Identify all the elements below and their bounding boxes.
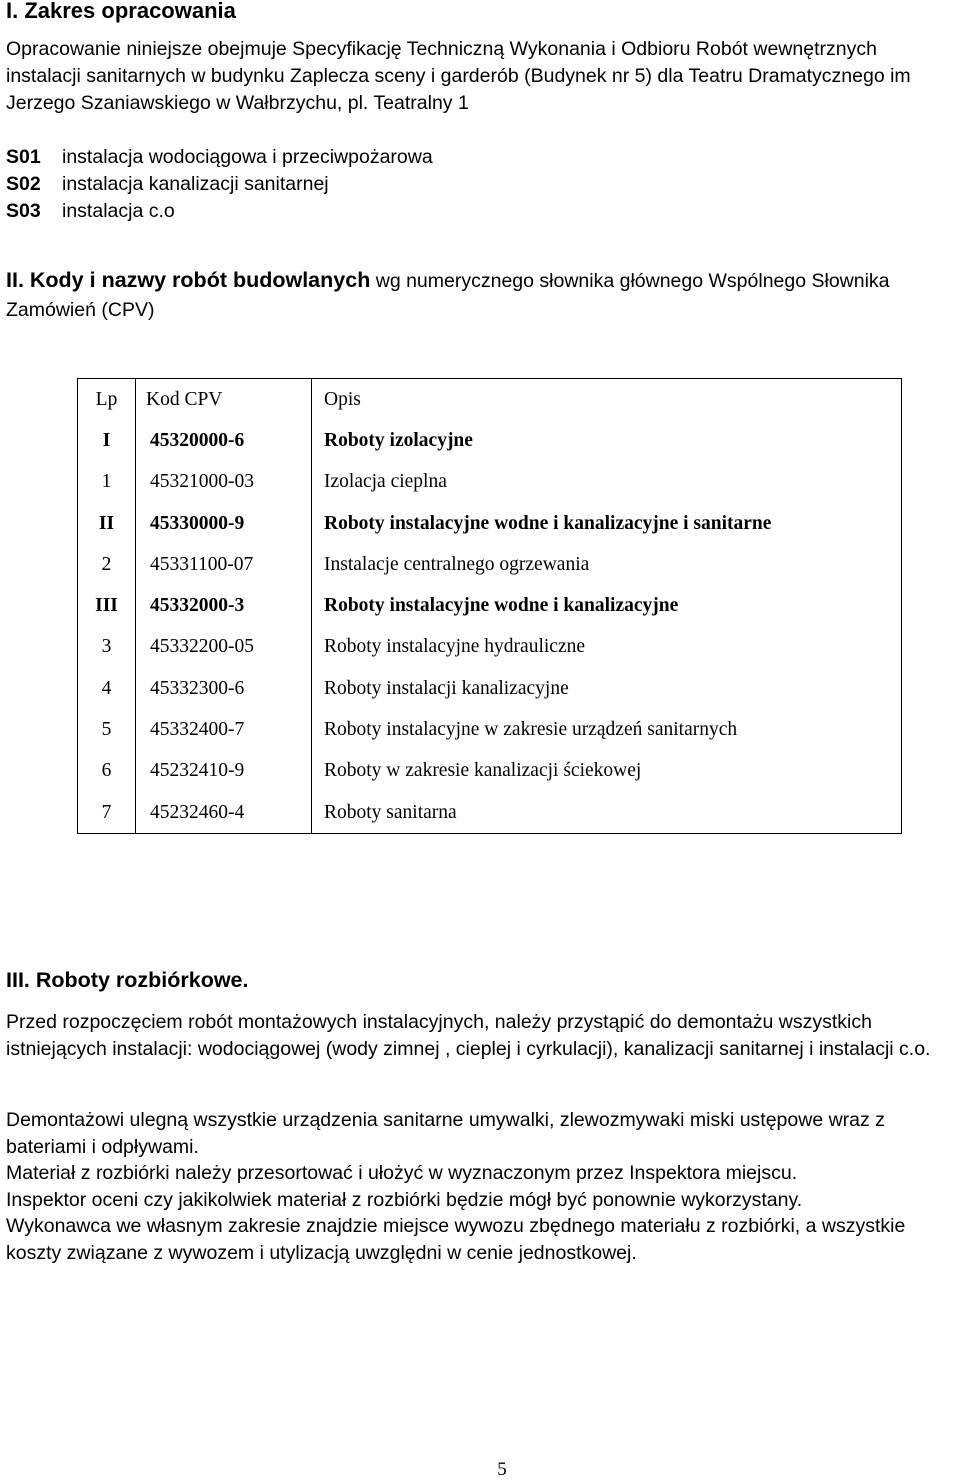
installation-text: instalacja kanalizacji sanitarnej	[62, 173, 329, 195]
table-row	[78, 751, 902, 792]
table-row	[78, 503, 902, 544]
installation-text: instalacja c.o	[62, 200, 175, 222]
cell-cpv-code: 45330000-9	[136, 503, 312, 544]
cell-lp: 4	[78, 668, 136, 709]
table-header-row	[78, 379, 902, 421]
table-row	[78, 709, 902, 750]
demolition-line: Wykonawca we własnym zakresie znajdzie miejsce wywozu zbędnego materiału z rozbiórki, a wszystkie koszty związane z wywozem i utylizacją uwzględni w cenie jednostkowej.	[6, 1215, 906, 1264]
demolition-line: Demontażowi ulegną wszystkie urządzenia sanitarne umywalki, zlewozmywaki miski ustępowe wraz z bateriami i odpływami.	[6, 1109, 885, 1158]
section-2-heading	[6, 266, 954, 325]
demolition-line: Materiał z rozbiórki należy przesortować i ułożyć w wyznaczonym przez Inspektora miejscu.	[6, 1162, 798, 1184]
table-row	[78, 420, 902, 461]
demolition-details	[6, 1107, 954, 1266]
cell-description: Roboty instalacyjne wodne i kanalizacyjne	[324, 595, 679, 617]
cell-description: Roboty sanitarna	[324, 801, 457, 823]
table-row	[78, 462, 902, 503]
cell-cpv-code: 45320000-6	[136, 420, 312, 461]
cell-lp: III	[78, 585, 136, 626]
installation-code: S03	[6, 200, 41, 222]
cell-lp: I	[78, 420, 136, 461]
cell-description: Roboty instalacyjne w zakresie urządzeń sanitarnych	[324, 719, 738, 741]
cell-cpv-code: 45332400-7	[136, 709, 312, 750]
installation-code: S01	[6, 146, 41, 168]
cell-cpv-code: 45331100-07	[136, 544, 312, 585]
cell-lp: 7	[78, 792, 136, 834]
demolition-paragraph: Przed rozpoczęciem robót montażowych instalacyjnych, należy przystąpić do demontażu wszystkich istniejących instalacji: wodociągowej (wody zimnej , cieplej i cyrkulacji), kanalizacji sanitarnej i instalacji c.o.	[6, 1011, 931, 1060]
cell-cpv-code: 45232460-4	[136, 792, 312, 834]
table-row	[78, 544, 902, 585]
cell-cpv-code: 45232410-9	[136, 751, 312, 792]
cell-cpv-code: 45321000-03	[136, 462, 312, 503]
cell-lp: 3	[78, 627, 136, 668]
cell-cpv-code: 45332200-05	[136, 627, 312, 668]
page-number: 5	[497, 1459, 507, 1480]
installation-item	[6, 171, 433, 198]
cell-description: Roboty instalacyjne wodne i kanalizacyjne i sanitarne	[324, 512, 772, 534]
installation-item	[6, 198, 433, 225]
cell-description: Roboty instalacji kanalizacyjne	[324, 677, 569, 699]
table-row	[78, 668, 902, 709]
column-header-lp: Lp	[78, 379, 136, 421]
cell-lp: 2	[78, 544, 136, 585]
cell-lp: 5	[78, 709, 136, 750]
column-header-code: Kod CPV	[136, 379, 312, 421]
installation-code: S02	[6, 173, 41, 195]
section-2-title: II. Kody i nazwy robót budowlanych	[6, 268, 371, 292]
section-1-title: I. Zakres opracowania	[6, 0, 236, 23]
demolition-line: Inspektor oceni czy jakikolwiek materiał z rozbiórki będzie mógł być ponownie wykorzystany.	[6, 1188, 803, 1211]
cell-description: Roboty izolacyjne	[324, 429, 473, 451]
installation-item	[6, 144, 433, 171]
section-3-title: III. Roboty rozbiórkowe.	[6, 968, 249, 992]
section-2-subtitle: wg numerycznego słownika głównego Wspólnego Słownika Zamówień (CPV)	[6, 270, 890, 321]
table-row	[78, 627, 902, 668]
cell-description: Roboty w zakresie kanalizacji ściekowej	[324, 760, 642, 782]
cell-lp: 1	[78, 462, 136, 503]
table-row	[78, 792, 902, 834]
intro-paragraph: Opracowanie niniejsze obejmuje Specyfikację Techniczną Wykonania i Odbioru Robót wewnętrznych instalacji sanitarnych w budynku Zaplecza sceny i garderób (Budynek nr 5) dla Teatru Dramatycznego im Jerzego Szaniawskiego w Wałbrzychu, pl. Teatralny 1	[6, 38, 911, 114]
cpv-table	[77, 378, 902, 834]
column-header-description: Opis	[324, 388, 361, 410]
cell-lp: 6	[78, 751, 136, 792]
table-row	[78, 585, 902, 626]
installation-list	[6, 144, 433, 225]
cell-lp: II	[78, 503, 136, 544]
cell-description: Instalacje centralnego ogrzewania	[324, 553, 590, 575]
cell-description: Roboty instalacyjne hydrauliczne	[324, 636, 586, 658]
installation-text: instalacja wodociągowa i przeciwpożarowa	[62, 146, 433, 168]
cell-cpv-code: 45332000-3	[136, 585, 312, 626]
cell-description: Izolacja cieplna	[324, 471, 447, 493]
cell-cpv-code: 45332300-6	[136, 668, 312, 709]
